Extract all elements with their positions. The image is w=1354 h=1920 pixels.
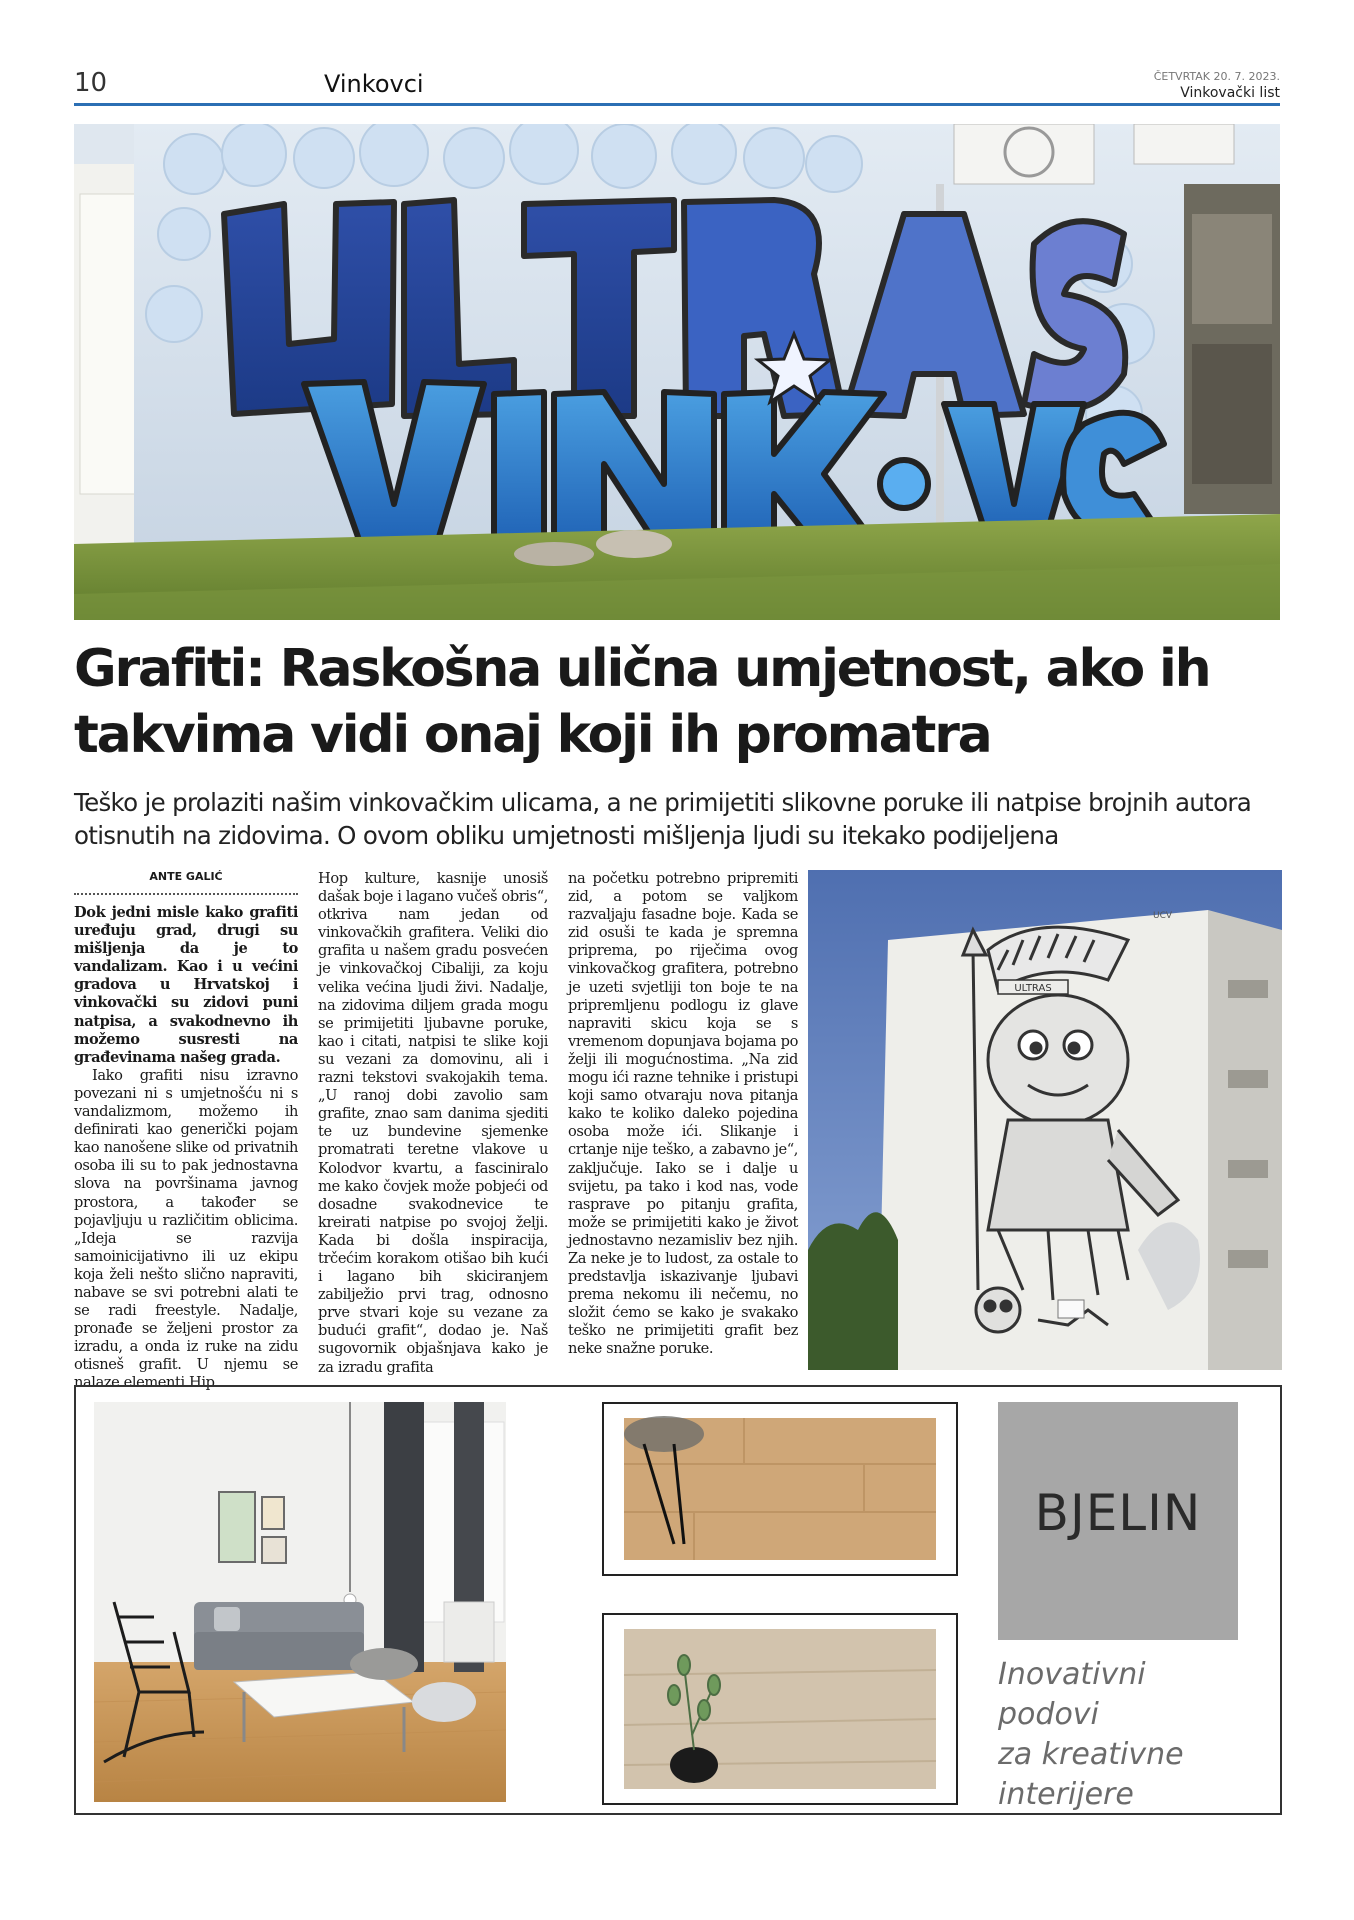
warrior-mural-photo [808,870,1282,1370]
mural-banner-text: ULTRAS [1014,983,1052,994]
living-room-illustration [94,1402,506,1802]
graffiti-wall-photo [74,124,1280,620]
slogan-line: interijere [998,1777,1134,1812]
mural-signature: UCV [1153,911,1173,921]
advert-slogan [998,1655,1258,1815]
living-room-photo [94,1402,506,1802]
article-body-column-2: Hop kulture, kasnije unosiš dašak boje i lagano vučeš obris“, otkriva nam jedan od vinkovačkih grafitera. Veliki dio grafita u našem gradu posvećen je vinkovačkoj Cibaliji, za koju velika većina ljudi živi. Nadalje, na zidovima diljem grada mogu se primijetiti ljubavne poruke, kao i citati, natpisi te slike koji su vezani za domovinu, ali i razni tekstovi svakojakih tema. „U ranoj dobi zavolio sam grafite, znao sam danima sjediti te uz bundevine sjemenke promatrati teretne vlakove u Kolodvor kvartu, a fasciniralo me kako čovjek može pobjeći od dosadne svakodnevice te kreirati natpise po svojoj želji. Kada bi došla inspiracija, trčećim korakom otišao bih kući i lagano bih skiciranjem zabilježio prvi trag, odnosno prve stvari koje su vezane za budući grafit“, dodao je. Naš sugovornik objašnjava kako je za izradu grafita [318,870,548,1376]
article-body-column-1: Iako grafiti nisu izravno povezani ni s umjetnošću ni s vandalizmom, možemo ih definirati kao generički pojam kao nanošene slike od privatnih osoba ili su to pak jednostavna slova na površinama javnog prostora, a također se pojavljuju u različitim oblicima. „Ideja se razvija samoinicijativno ili uz ekipu koja želi nešto slično napraviti, nabave se svi potrebni alati te se radi freestyle. Nadalje, pronađe se željeni prostor za izradu, a onda iz ruke na zidu otisneš grafit. U njemu se nalaze elementi Hip [74,1066,298,1392]
brand-logo: BJELIN [1034,1484,1202,1542]
article-body-column-3: na početku potrebno pripremiti zid, a potom se valjkom razvaljaju fasadne boje. Kada se zid osuši te kada je spremna pripremа, po riječima ovog vinkovačkog grafitera, potrebno je uzeti svjetliji ton boje te na pripremljenu podlogu iz glave napraviti skicu koja se s vremenom dopunjava bojama po želji ili mogućnostima. „Na zid mogu ići razne tehnike i pristupi koji samo otvaraju nova pitanja kako te koliko daleko pojedina osoba može ići. Slikanje i crtanje nije teško, a zabavno je“, zaključuje. Iako se i dalje u svijetu, pa tako i kod nas, vode rasprave po pitanju grafita, može se primijetiti kako je život jednostavno nezamisliv bez njih. Za neke je to ludost, za ostale to predstavlja iskazivanje ljubavi prema nekomu ili nečemu, no složit ćemo se kako je svakako teško ne primijetiti grafit bez neke snažne poruke. [568,870,798,1358]
warrior-mural-illustration [808,870,1282,1370]
article-standfirst: Teško je prolaziti našim vinkovačkim ulicama, a ne primijetiti slikovne poruke ili natpise brojnih autora otisnutih na zidovima. O ovom obliku umjetnosti mišljenja ljudi su itekako podijeljena [74,788,1252,850]
article-column-3 [568,870,798,1359]
wood-floor-illustration-1 [604,1404,956,1574]
article-column-1-header [74,870,298,883]
byline-divider [74,893,298,895]
article-column-2 [318,870,548,1377]
slogan-line: podovi [998,1697,1099,1732]
wood-floor-photo-2 [602,1613,958,1805]
issue-date: ČETVRTAK 20. 7. 2023. [1153,70,1280,83]
author-byline: ANTE GALIĆ [149,870,223,883]
section-title: Vinkovci [324,70,424,98]
article-headline: Grafiti: Raskošna ulična umjetnost, ako ih takvima vidi onaj koji ih promatra [74,639,1210,765]
slogan-line: Inovativni [998,1657,1146,1692]
graffiti-wall-illustration [74,124,1280,620]
publication-name: Vinkovački list [1180,85,1280,101]
page-number: 10 [74,68,108,98]
article-column-1 [74,904,298,1393]
wood-floor-illustration-2 [604,1615,956,1803]
wood-floor-photo-1 [602,1402,958,1576]
header-rule [74,103,1280,106]
article-lead: Dok jedni misle kako grafiti uređuju grad, drugi su mišljenja da je to vandalizam. Kao i u većini gradova u Hrvatskoj i vinkovački su zidovi puni natpisa, a svakodnevno ih možemo susresti na građevinama našeg grada. [74,904,298,1066]
slogan-line: za kreativne [998,1737,1184,1772]
